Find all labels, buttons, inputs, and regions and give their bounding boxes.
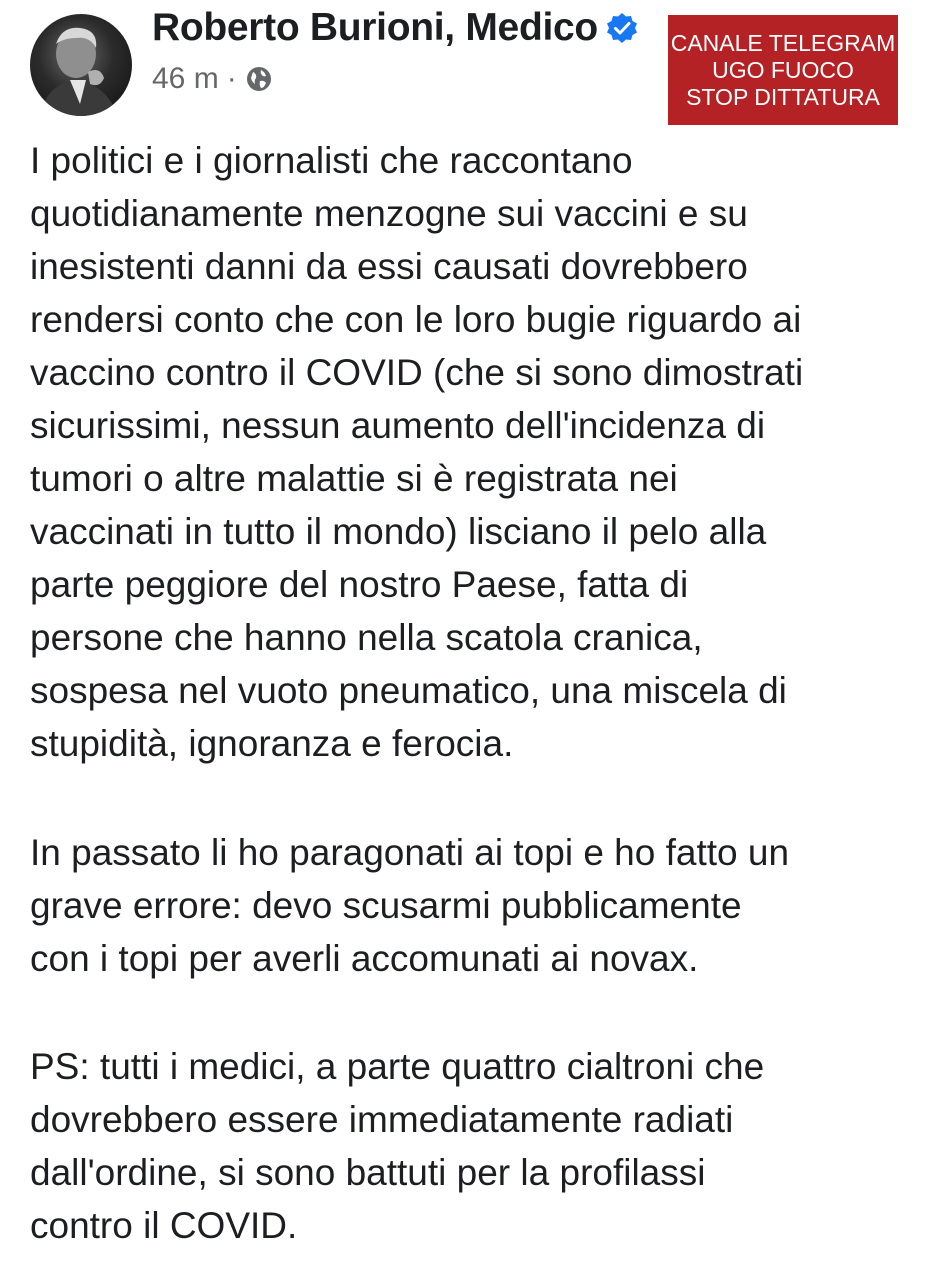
watermark-line: UGO FUOCO bbox=[712, 56, 854, 83]
post-text-line: persone che hanno nella scatola cranica, bbox=[30, 617, 703, 658]
telegram-watermark bbox=[668, 15, 898, 125]
verified-badge-icon bbox=[606, 12, 638, 44]
post-text-line: tumori o altre malattie si è registrata nei bbox=[30, 458, 678, 499]
post-text-line: contro il COVID. bbox=[30, 1205, 298, 1246]
profile-photo-icon bbox=[30, 14, 132, 116]
author-row bbox=[152, 6, 638, 50]
post-text-line: dovrebbero essere immediatamente radiati bbox=[30, 1099, 734, 1140]
post-text-line: I politici e i giornalisti che raccontano bbox=[30, 140, 633, 181]
post-text-line: inesistenti danni da essi causati dovrebbero bbox=[30, 246, 748, 287]
post-text-line: stupidità, ignoranza e ferocia. bbox=[30, 723, 514, 764]
post-text-line: vaccinati in tutto il mondo) lisciano il pelo alla bbox=[30, 511, 767, 552]
avatar[interactable] bbox=[30, 14, 132, 116]
watermark-line: CANALE TELEGRAM bbox=[670, 29, 896, 56]
post-text-line: In passato li ho paragonati ai topi e ho fatto un bbox=[30, 832, 790, 873]
author-name[interactable]: Roberto Burioni, Medico bbox=[152, 6, 598, 49]
watermark-line: STOP DITTATURA bbox=[686, 83, 880, 110]
post-paragraph-3 bbox=[30, 1040, 910, 1252]
post-text-line: rendersi conto che con le loro bugie riguardo ai bbox=[30, 299, 802, 340]
post-paragraph-2 bbox=[30, 826, 910, 985]
post-timestamp[interactable]: 46 m bbox=[152, 62, 219, 95]
post-meta bbox=[152, 62, 273, 96]
post-text-line: sicurissimi, nessun aumento dell'incidenza di bbox=[30, 405, 766, 446]
post-text-line: sospesa nel vuoto pneumatico, una miscela di bbox=[30, 670, 787, 711]
meta-separator: · bbox=[226, 62, 237, 95]
globe-icon[interactable] bbox=[245, 65, 273, 93]
post-text-line: quotidianamente menzogne sui vaccini e su bbox=[30, 193, 748, 234]
post-paragraph-1 bbox=[30, 134, 910, 770]
post-text-line: parte peggiore del nostro Paese, fatta di bbox=[30, 564, 689, 605]
post-text-line: dall'ordine, si sono battuti per la profilassi bbox=[30, 1152, 706, 1193]
post-text-line: PS: tutti i medici, a parte quattro cialtroni che bbox=[30, 1046, 765, 1087]
post-text-line: con i topi per averli accomunati ai novax. bbox=[30, 938, 699, 979]
post-text-line: grave errore: devo scusarmi pubblicamente bbox=[30, 885, 742, 926]
post-text-line: vaccino contro il COVID (che si sono dimostrati bbox=[30, 352, 804, 393]
